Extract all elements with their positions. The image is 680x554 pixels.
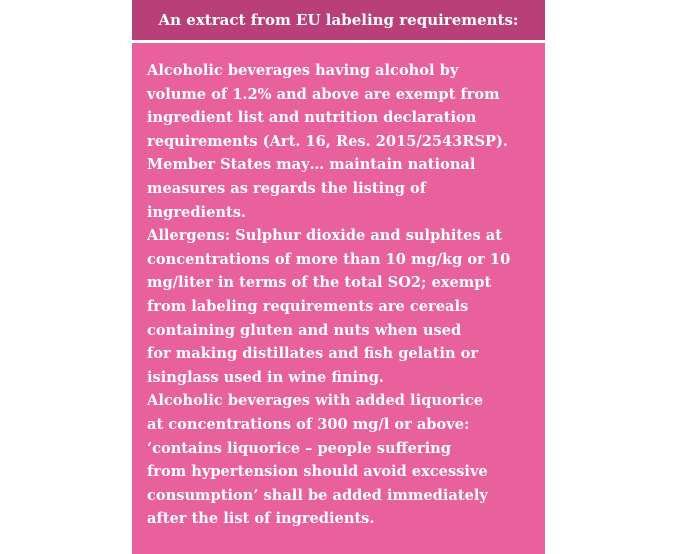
- body-line: containing gluten and nuts when used: [147, 321, 462, 339]
- body-line: requirements (Art. 16, Res. 2015/2543RSP).: [147, 132, 508, 150]
- body-line: mg/liter in terms of the total SO2; exempt: [147, 274, 492, 292]
- info-panel: [132, 0, 545, 554]
- body-line: from labeling requirements are cereals: [147, 297, 469, 315]
- body-line: Alcoholic beverages with added liquorice: [147, 392, 484, 410]
- body-line: Alcoholic beverages having alcohol by: [147, 62, 459, 79]
- body-line: for making distillates and fish gelatin or: [147, 345, 479, 363]
- body-line: ‘contains liquorice – people suffering: [147, 439, 451, 457]
- panel-body: [147, 59, 539, 531]
- body-line: consumption’ shall be added immediately: [147, 486, 488, 504]
- body-line: Allergens: Sulphur dioxide and sulphites at: [147, 227, 502, 245]
- body-line: volume of 1.2% and above are exempt from: [147, 85, 500, 103]
- header-divider: [132, 40, 545, 43]
- body-line: from hypertension should avoid excessive: [147, 463, 488, 481]
- body-line: measures as regards the listing of: [147, 179, 427, 197]
- body-line: Member States may… maintain national: [147, 156, 476, 174]
- body-line: at concentrations of 300 mg/l or above:: [147, 415, 470, 433]
- body-line: concentrations of more than 10 mg/kg or 10: [147, 250, 511, 268]
- body-line: isinglass used in wine fining.: [147, 368, 385, 386]
- body-line: ingredient list and nutrition declaration: [147, 109, 477, 127]
- panel-title: An extract from EU labeling requirements:: [158, 11, 519, 29]
- panel-header: [132, 0, 545, 40]
- body-line: after the list of ingredients.: [147, 510, 375, 528]
- body-line: ingredients.: [147, 203, 247, 221]
